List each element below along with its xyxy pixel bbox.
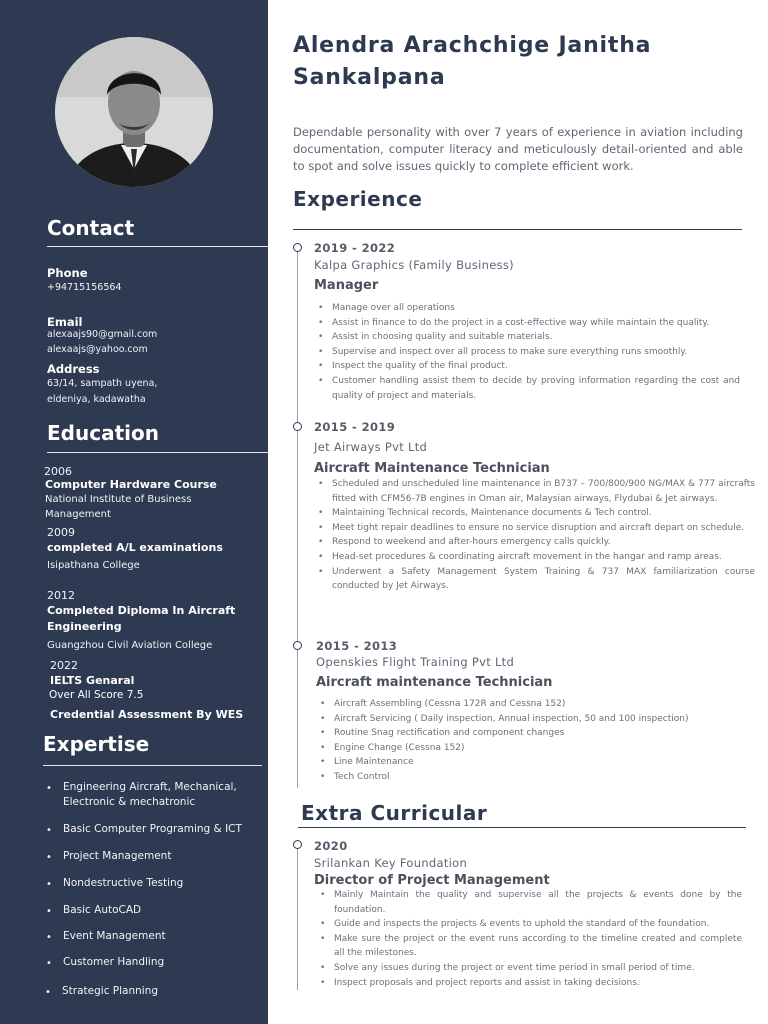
job-title: Aircraft maintenance Technician (316, 675, 553, 690)
expertise-item: • Nondestructive Testing (46, 877, 184, 890)
job-bullets (314, 301, 740, 403)
list-item: • Customer handling assist them to decide by proving information regarding the cost and quality of project and materials. (314, 374, 740, 403)
job-title: Manager (314, 278, 379, 293)
job-dates: 2015 - 2013 (316, 639, 398, 653)
expertise-heading: Expertise (43, 732, 150, 756)
profile-photo-image (55, 37, 213, 187)
phone-label: Phone (47, 266, 88, 280)
expertise-item: • Basic AutoCAD (46, 904, 142, 917)
education-institution: Isipathana College (47, 560, 140, 571)
education-year: 2012 (47, 589, 75, 602)
education-year: 2006 (44, 465, 72, 478)
list-item: • Engine Change (Cessna 152) (316, 741, 736, 756)
extra-curricular-divider (298, 827, 746, 828)
education-divider (47, 452, 268, 453)
expertise-divider (43, 765, 262, 766)
candidate-name: Alendra Arachchige Janitha Sankalpana (293, 33, 652, 90)
list-item: • Assist in finance to do the project in a cost-effective way while maintain the quality. (314, 316, 740, 331)
experience-heading: Experience (293, 187, 423, 211)
list-item: • Underwent a Safety Management System Training & 737 MAX familiarization course conducted by Jet Airways. (314, 565, 755, 594)
list-item: • Make sure the project or the event runs according to the timeline created and complete all the milestones. (316, 932, 742, 961)
education-institution: National Institute of Business Management (45, 494, 192, 520)
address-line-2: eldeniya, kadawatha (47, 394, 146, 405)
list-item: • Mainly Maintain the quality and supervise all the projects & events done by the foundation. (316, 888, 742, 917)
education-heading: Education (47, 421, 159, 445)
list-item: • Line Maintenance (316, 755, 736, 770)
job-dates: 2019 - 2022 (314, 241, 396, 255)
education-year: 2009 (47, 526, 75, 539)
list-item: • Respond to weekend and after-hours emergency calls quickly. (314, 535, 755, 550)
email-value-2[interactable]: alexaajs@yahoo.com (47, 344, 148, 355)
education-title: Computer Hardware Course (45, 478, 217, 491)
sidebar (0, 0, 268, 1024)
job-bullets (316, 697, 736, 785)
list-item: • Tech Control (316, 770, 736, 785)
job-company: Openskies Flight Training Pvt Ltd (316, 655, 515, 669)
address-line-1: 63/14, sampath uyena, (47, 378, 158, 389)
job-bullets (314, 477, 755, 594)
list-item: • Solve any issues during the project or event time period in small period of time. (316, 961, 742, 976)
timeline-dot (293, 641, 302, 650)
expertise-item: • Customer Handling (46, 956, 165, 969)
education-score: Over All Score 7.5 (49, 689, 144, 701)
job-company: Kalpa Graphics (Family Business) (314, 258, 514, 272)
expertise-item: • Engineering Aircraft, Mechanical, Electronic & mechatronic (46, 781, 237, 808)
list-item: • Scheduled and unscheduled line maintenance in B737 – 700/800/900 NG/MAX & 777 aircrafts fitted with CFM56-7B engines in Oman air, Malaysian airways, Flydubai & Jet airways. (314, 477, 755, 506)
email-label: Email (47, 315, 83, 329)
list-item: • Aircraft Assembling (Cessna 172R and Cessna 152) (316, 697, 736, 712)
timeline-dot (293, 243, 302, 252)
expertise-item: • Basic Computer Programing & ICT (46, 823, 242, 836)
education-title: IELTS Genaral (50, 674, 135, 687)
experience-timeline (297, 247, 298, 788)
list-item: • Inspect the quality of the final product. (314, 359, 740, 374)
email-value-1[interactable]: alexaajs90@gmail.com (47, 329, 158, 340)
education-title: completed A/L examinations (47, 541, 223, 554)
list-item: • Inspect proposals and project reports and assist in taking decisions. (316, 976, 742, 991)
profile-summary: Dependable personality with over 7 years of experience in aviation including documentation, computer literacy and meticulously detail-oriented and able to spot and solve issues quickly to complete efficient work. (293, 125, 743, 173)
activity-dates: 2020 (314, 839, 348, 853)
list-item: • Supervise and inspect over all process to make sure everything runs smoothly. (314, 345, 740, 360)
activity-title: Director of Project Management (314, 873, 550, 888)
job-company: Jet Airways Pvt Ltd (314, 440, 428, 454)
education-credential: Credential Assessment By WES (50, 708, 244, 721)
job-dates: 2015 - 2019 (314, 420, 396, 434)
list-item: • Aircraft Servicing ( Daily inspection, Annual inspection, 50 and 100 inspection) (316, 712, 736, 727)
list-item: • Maintaining Technical records, Maintenance documents & Tech control. (314, 506, 755, 521)
list-item: • Guide and inspects the projects & events to uphold the standard of the foundation. (316, 917, 742, 932)
timeline-dot (293, 840, 302, 849)
activity-bullets (316, 888, 742, 990)
list-item: • Assist in choosing quality and suitable materials. (314, 330, 740, 345)
job-title: Aircraft Maintenance Technician (314, 461, 550, 476)
contact-divider (47, 246, 268, 247)
expertise-item: • Event Management (46, 930, 166, 943)
expertise-item: • Project Management (46, 850, 172, 863)
phone-value[interactable]: +94715156564 (47, 282, 122, 293)
education-year: 2022 (50, 659, 78, 672)
education-institution: Guangzhou Civil Aviation College (47, 640, 213, 651)
extra-curricular-heading: Extra Curricular (301, 801, 488, 825)
activity-organization: Srilankan Key Foundation (314, 856, 468, 870)
extra-curricular-timeline (297, 844, 298, 990)
address-label: Address (47, 362, 100, 376)
timeline-dot (293, 422, 302, 431)
list-item: • Head-set procedures & coordinating aircraft movement in the hangar and ramp areas. (314, 550, 755, 565)
expertise-item: • Strategic Planning (45, 985, 159, 998)
education-title: Completed Diploma In Aircraft Engineering (47, 604, 236, 633)
experience-divider (293, 229, 742, 230)
list-item: • Routine Snag rectification and component changes (316, 726, 736, 741)
list-item: • Manage over all operations (314, 301, 740, 316)
list-item: • Meet tight repair deadlines to ensure no service disruption and aircraft depart on schedule. (314, 521, 755, 536)
contact-heading: Contact (47, 216, 135, 240)
profile-photo (55, 37, 213, 187)
